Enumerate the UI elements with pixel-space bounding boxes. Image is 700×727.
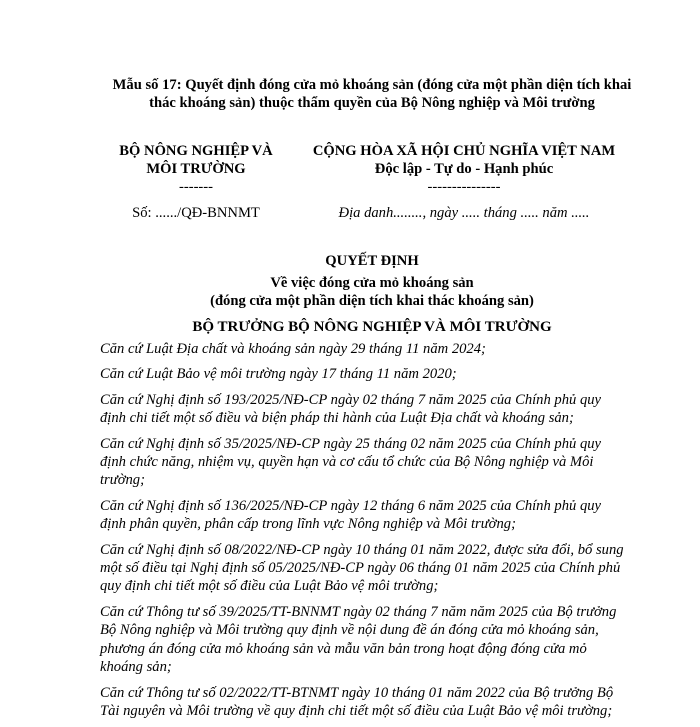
motto-rule: --------------- (427, 178, 501, 195)
national-motto: Độc lập - Tự do - Hạnh phúc (374, 161, 554, 178)
form-title: Mẫu số 17: Quyết định đóng cửa mỏ khoáng sản (đóng cửa một phần diện tích khai thác khoáng sản) thuộc thẩm quyền của Bộ Nông nghiệp và Môi trường (112, 77, 632, 112)
document-number: Số: ....../QĐ-BNNMT (132, 205, 260, 221)
legal-basis: Căn cứ Nghị định số 193/2025/NĐ-CP ngày 02 tháng 7 năm 2025 của Chính phủ quy định chi tiết một số điều và biện pháp thi hành của Luật Địa chất và khoáng sản; (100, 391, 602, 427)
agency-name-line1: BỘ NÔNG NGHIỆP VÀ (119, 143, 273, 159)
legal-basis: Căn cứ Nghị định số 08/2022/NĐ-CP ngày 10 tháng 01 năm 2022, được sửa đổi, bổ sung một số điều tại Nghị định số 05/2025/NĐ-CP ngày 06 tháng 01 năm 2025 của Chính phủ quy định chi tiết một số điều của Luật Bảo vệ môi trường; (100, 541, 624, 595)
place-date: Địa danh........, ngày ..... tháng ..... năm ..... (338, 205, 590, 221)
legal-basis: Căn cứ Luật Địa chất và khoáng sản ngày 29 tháng 11 năm 2024; (100, 341, 486, 357)
legal-basis: Căn cứ Nghị định số 35/2025/NĐ-CP ngày 25 tháng 02 năm 2025 của Chính phủ quy định chức năng, nhiệm vụ, quyền hạn và cơ cấu tổ chức của Bộ Nông nghiệp và Môi trường; (100, 435, 602, 489)
agency-name-line2: MÔI TRƯỜNG (146, 161, 246, 178)
nation-header (296, 142, 632, 193)
agency-header (96, 142, 296, 193)
legal-basis: Căn cứ Thông tư số 39/2025/TT-BNNMT ngày 02 tháng 7 năm năm 2025 của Bộ trưởng Bộ Nông nghiệp và Môi trường quy định về nội dung đề án đóng cửa mỏ khoáng sản, phương án đóng cửa mỏ khoáng sản và mẫu văn bản trong hoạt động đóng cửa mỏ khoáng sản; (100, 603, 617, 676)
legal-basis: Căn cứ Nghị định số 136/2025/NĐ-CP ngày 12 tháng 6 năm 2025 của Chính phủ quy định phân quyền, phân cấp trong lĩnh vực Nông nghiệp và Môi trường; (100, 497, 602, 533)
subject-line2: (đóng cửa một phần diện tích khai thác khoáng sản) (210, 293, 534, 310)
issuer-title: BỘ TRƯỞNG BỘ NÔNG NGHIỆP VÀ MÔI TRƯỜNG (192, 319, 552, 335)
decision-subject (100, 274, 644, 311)
subject-line1: Về việc đóng cửa mỏ khoáng sản (270, 275, 474, 291)
agency-rule: ------- (178, 178, 214, 195)
legal-basis: Căn cứ Thông tư số 02/2022/TT-BTNMT ngày 10 tháng 01 năm 2022 của Bộ trưởng Bộ Tài nguyên và Môi trường về quy định chi tiết một số điều của Luật Bảo vệ môi trường; (100, 684, 614, 719)
legal-basis: Căn cứ Luật Bảo vệ môi trường ngày 17 tháng 11 năm 2020; (100, 366, 457, 383)
legal-bases (100, 340, 630, 727)
nation-name: CỘNG HÒA XÃ HỘI CHỦ NGHĨA VIỆT NAM (312, 143, 616, 159)
decision-title: QUYẾT ĐỊNH (325, 253, 419, 269)
